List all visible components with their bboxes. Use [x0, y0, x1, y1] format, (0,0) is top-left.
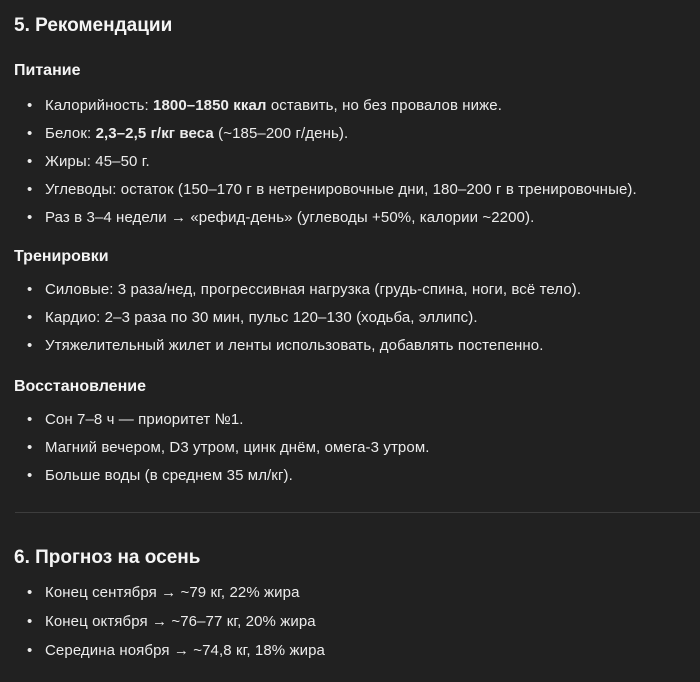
- list-item: [14, 462, 684, 490]
- item-text: оставить, но без провалов ниже.: [266, 97, 502, 114]
- item-text: Утяжелительный жилет и ленты использовать, добавлять постепенно.: [45, 337, 544, 354]
- item-text: Середина ноября → ~74,8 кг, 18% жира: [45, 642, 325, 659]
- subsection-title-nutrition: Питание: [14, 62, 81, 79]
- item-text: Сон 7–8 ч — приоритет №1.: [45, 411, 244, 428]
- item-text: Кардио: 2–3 раза по 30 мин, пульс 120–130 (ходьба, эллипс).: [45, 309, 478, 326]
- subsection-title-recovery: Восстановление: [14, 378, 146, 395]
- item-text: Конец октября → ~76–77 кг, 20% жира: [45, 613, 316, 630]
- nutrition-list: [14, 92, 684, 232]
- item-text: Белок:: [45, 125, 96, 142]
- training-list: [14, 276, 684, 360]
- item-text: Калорийность:: [45, 97, 153, 114]
- list-item: [14, 276, 684, 304]
- item-text: Магний вечером, D3 утром, цинк днём, омега-3 утром.: [45, 439, 430, 456]
- item-text: Силовые: 3 раза/нед, прогрессивная нагрузка (грудь-спина, ноги, всё тело).: [45, 281, 582, 298]
- list-item: [14, 304, 684, 332]
- item-text: Жиры: 45–50 г.: [45, 153, 150, 170]
- list-item: [14, 607, 684, 636]
- list-item: [14, 204, 684, 232]
- list-item: [14, 406, 684, 434]
- list-item: [14, 176, 684, 204]
- list-item: [14, 578, 684, 607]
- item-bold-text: 2,3–2,5 г/кг веса: [95, 125, 214, 142]
- item-text: Больше воды (в среднем 35 мл/кг).: [45, 467, 293, 484]
- section-divider: [15, 512, 700, 513]
- item-bold-text: 1800–1850 ккал: [153, 97, 267, 114]
- list-item: [14, 434, 684, 462]
- list-item: [14, 92, 684, 120]
- list-item: [14, 636, 684, 665]
- section-title-recommendations: 5. Рекомендации: [14, 15, 173, 36]
- item-text: Углеводы: остаток (150–170 г в нетренировочные дни, 180–200 г в тренировочные).: [45, 181, 637, 198]
- section-title-forecast: 6. Прогноз на осень: [14, 547, 201, 568]
- item-text: (~185–200 г/день).: [213, 125, 349, 142]
- list-item: [14, 332, 684, 360]
- forecast-list: [14, 578, 684, 665]
- subsection-title-training: Тренировки: [14, 248, 109, 265]
- recovery-list: [14, 406, 684, 490]
- list-item: [14, 120, 684, 148]
- item-text: Конец сентября → ~79 кг, 22% жира: [45, 584, 300, 601]
- item-text: Раз в 3–4 недели → «рефид-день» (углеводы +50%, калории ~2200).: [45, 209, 535, 226]
- list-item: [14, 148, 684, 176]
